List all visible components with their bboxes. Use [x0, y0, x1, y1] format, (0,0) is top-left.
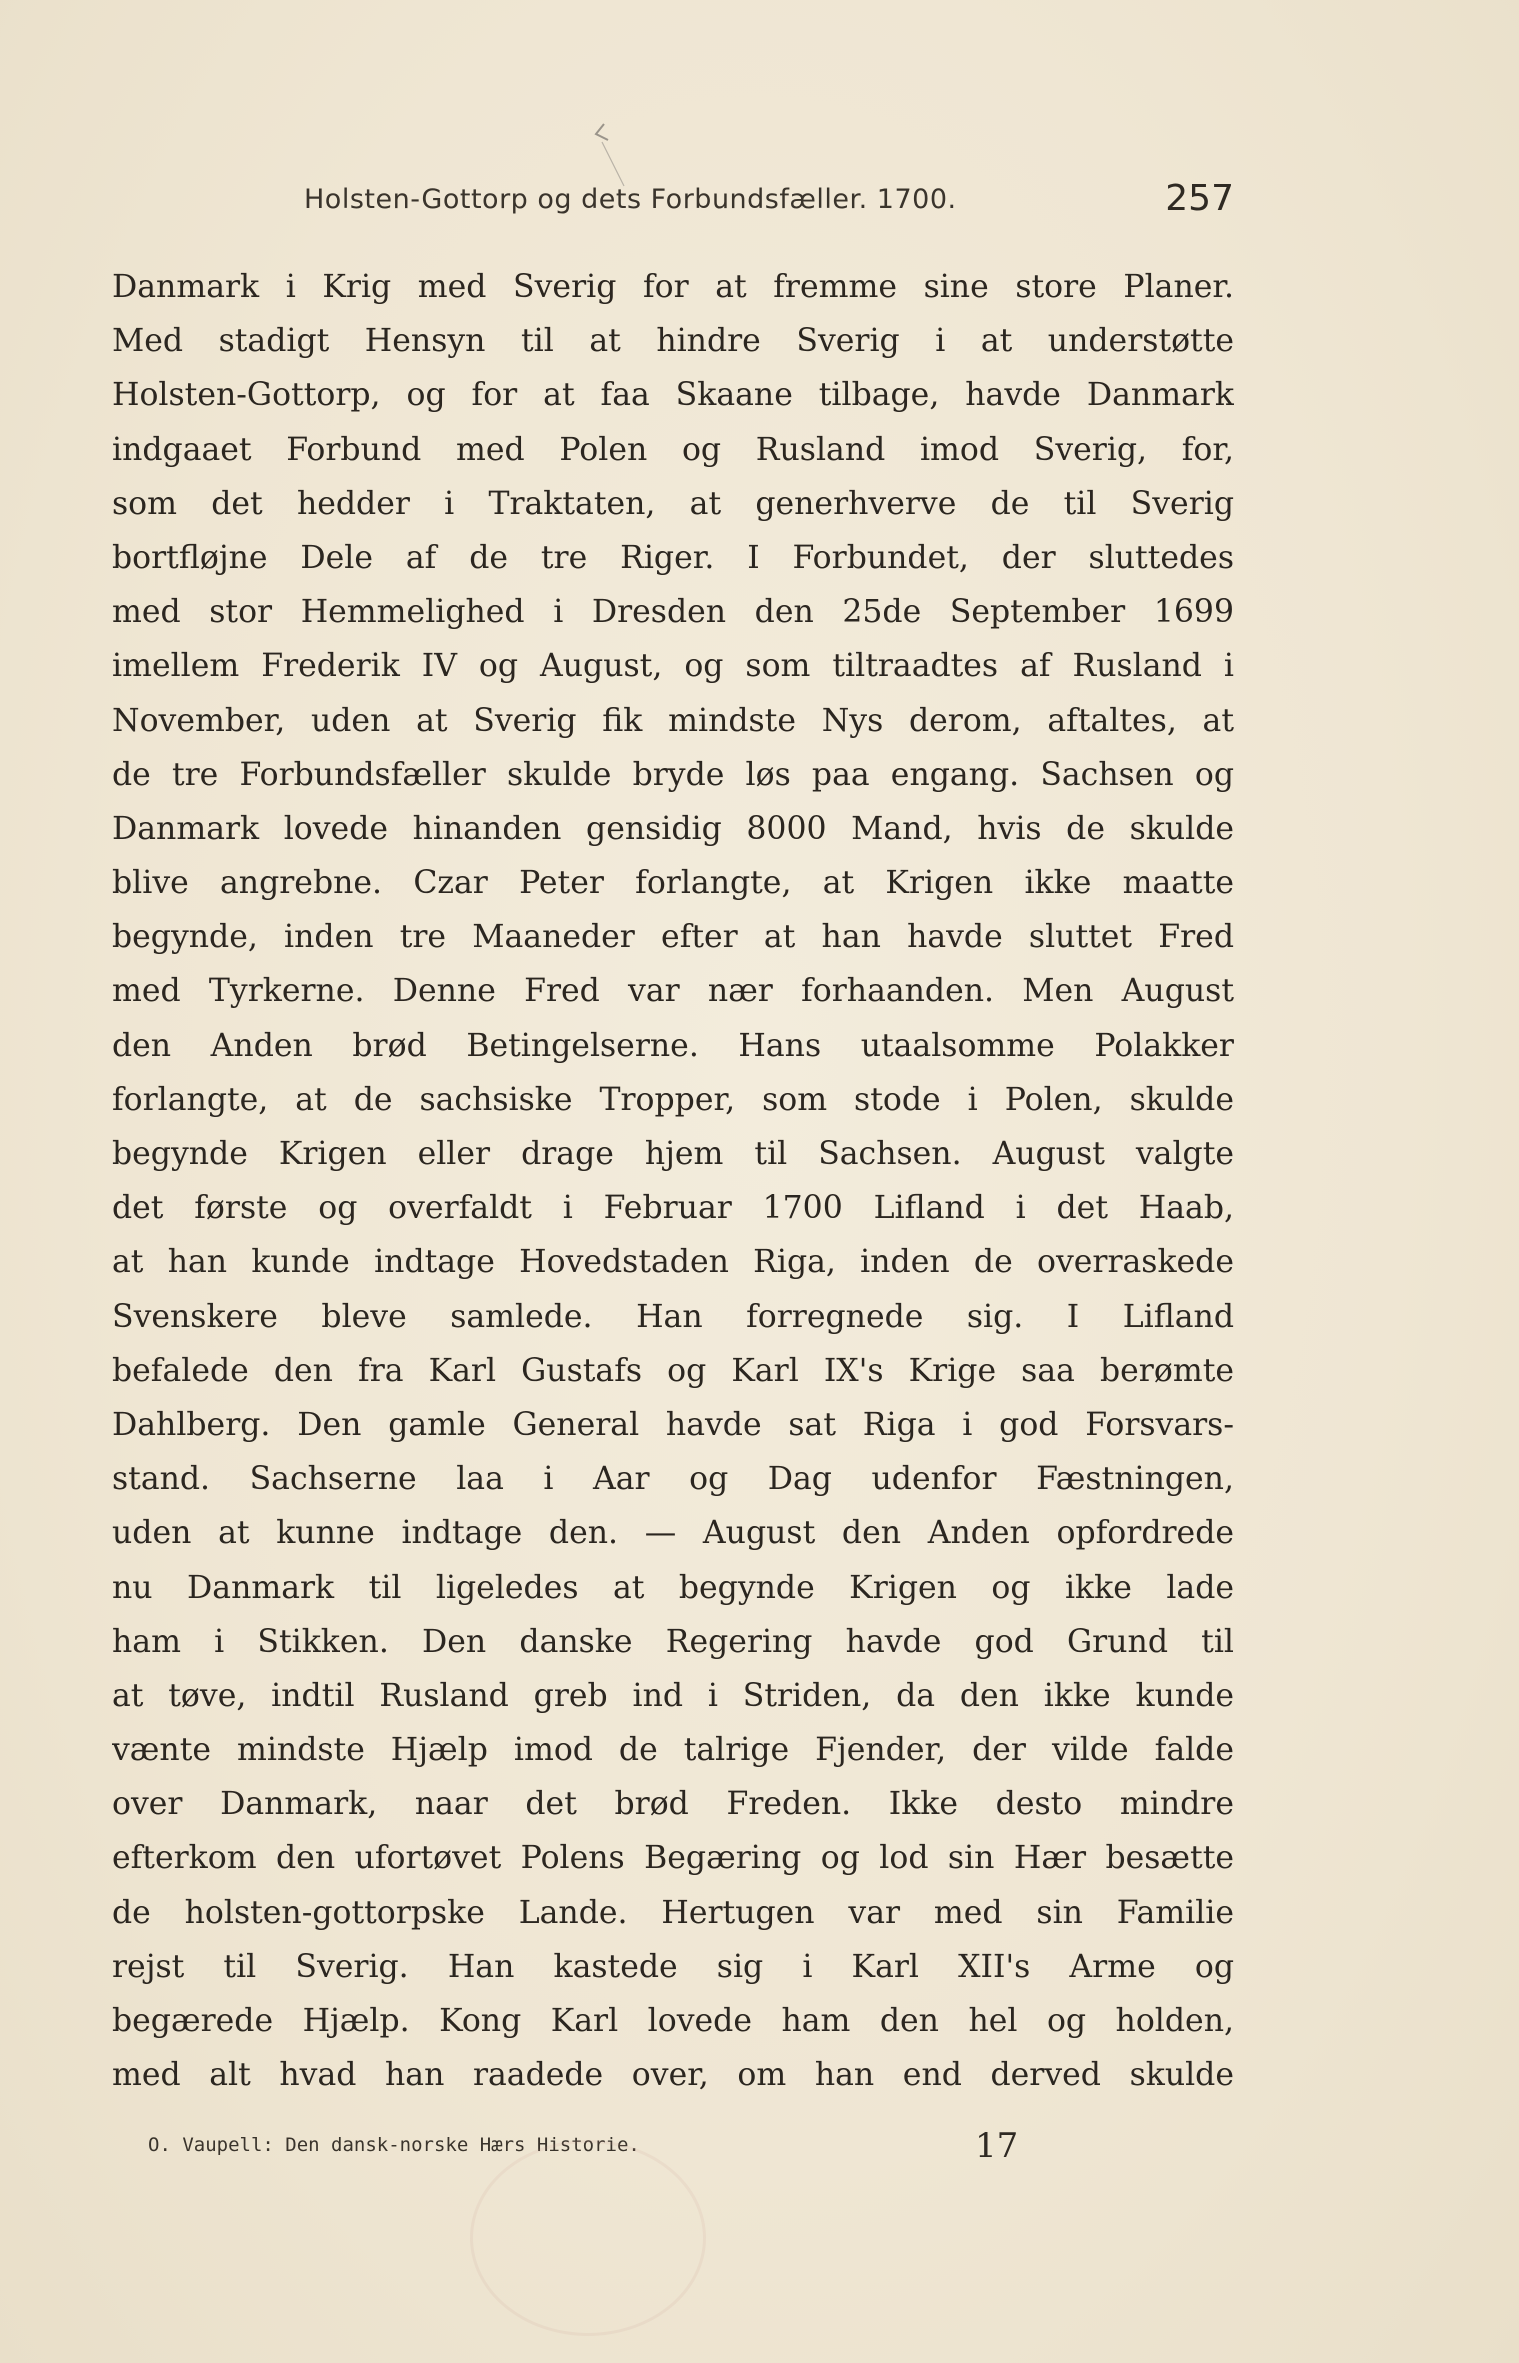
- text-line: blive angrebne. Czar Peter forlangte, at Krigen ikke maatte: [112, 865, 1234, 902]
- page-header: [112, 178, 1234, 228]
- text-line: Dahlberg. Den gamle General havde sat Riga i god Forsvars-: [112, 1406, 1234, 1443]
- text-line: imellem Frederik IV og August, og som tiltraadtes af Rusland i: [112, 648, 1234, 685]
- text-line: befalede den fra Karl Gustafs og Karl IX's Krige saa berømte: [112, 1352, 1234, 1389]
- text-line: stand. Sachserne laa i Aar og Dag udenfor Fæstningen,: [112, 1461, 1234, 1498]
- text-line: med stor Hemmelighed i Dresden den 25de September 1699: [112, 594, 1234, 631]
- text-line: Svenskere bleve samlede. Han forregnede sig. I Lifland: [112, 1298, 1234, 1335]
- text-line: Holsten-Gottorp, og for at faa Skaane tilbage, havde Danmark: [112, 377, 1234, 414]
- faded-stamp: [470, 2140, 706, 2336]
- text-line: Danmark i Krig med Sverig for at fremme sine store Planer.: [112, 269, 1234, 305]
- text-line: den Anden brød Betingelserne. Hans utaalsomme Polakker: [112, 1027, 1234, 1064]
- footer-note: O. Vaupell: Den dansk-norske Hærs Historie.: [148, 2134, 640, 2156]
- text-line: rejst til Sverig. Han kastede sig i Karl XII's Arme og: [112, 1948, 1234, 1985]
- text-line: at tøve, indtil Rusland greb ind i Striden, da den ikke kunde: [112, 1677, 1234, 1714]
- text-line: det første og overfaldt i Februar 1700 Lifland i det Haab,: [112, 1190, 1234, 1227]
- text-line: Danmark lovede hinanden gensidig 8000 Mand, hvis de skulde: [112, 810, 1234, 847]
- text-line: med Tyrkerne. Denne Fred var nær forhaanden. Men August: [112, 973, 1234, 1010]
- text-line: de holsten-gottorpske Lande. Hertugen var med sin Familie: [112, 1894, 1234, 1931]
- body-text: [112, 260, 1234, 2102]
- text-line: forlangte, at de sachsiske Tropper, som stode i Polen, skulde: [112, 1081, 1234, 1118]
- text-line: begærede Hjælp. Kong Karl lovede ham den hel og holden,: [112, 2003, 1234, 2039]
- running-head: Holsten-Gottorp og dets Forbundsfæller. 1700.: [304, 184, 957, 215]
- text-line: med alt hvad han raadede over, om han end derved skulde: [112, 2057, 1234, 2094]
- text-line: over Danmark, naar det brød Freden. Ikke desto mindre: [112, 1786, 1234, 1823]
- text-line: vænte mindste Hjælp imod de talrige Fjender, der vilde falde: [112, 1732, 1234, 1769]
- signature-mark: 17: [975, 2126, 1019, 2166]
- text-line: efterkom den ufortøvet Polens Begæring og lod sin Hær besætte: [112, 1840, 1234, 1877]
- text-line: som det hedder i Traktaten, at generhverve de til Sverig: [112, 485, 1234, 522]
- text-line: ham i Stikken. Den danske Regering havde god Grund til: [112, 1623, 1234, 1660]
- page-number: 257: [1165, 178, 1234, 219]
- text-line: at han kunde indtage Hovedstaden Riga, inden de overraskede: [112, 1244, 1234, 1281]
- text-line: de tre Forbundsfæller skulde bryde løs paa engang. Sachsen og: [112, 756, 1234, 793]
- text-line: indgaaet Forbund med Polen og Rusland imod Sverig, for,: [112, 431, 1234, 468]
- text-line: November, uden at Sverig fik mindste Nys derom, aftaltes, at: [112, 702, 1234, 739]
- text-line: begynde Krigen eller drage hjem til Sachsen. August valgte: [112, 1136, 1234, 1172]
- text-line: bortfløjne Dele af de tre Riger. I Forbundet, der sluttedes: [112, 539, 1234, 576]
- text-line: nu Danmark til ligeledes at begynde Krigen og ikke lade: [112, 1569, 1234, 1606]
- text-line: Med stadigt Hensyn til at hindre Sverig i at understøtte: [112, 323, 1234, 360]
- text-line: begynde, inden tre Maaneder efter at han havde sluttet Fred: [112, 919, 1234, 956]
- text-line: uden at kunne indtage den. — August den Anden opfordrede: [112, 1515, 1234, 1552]
